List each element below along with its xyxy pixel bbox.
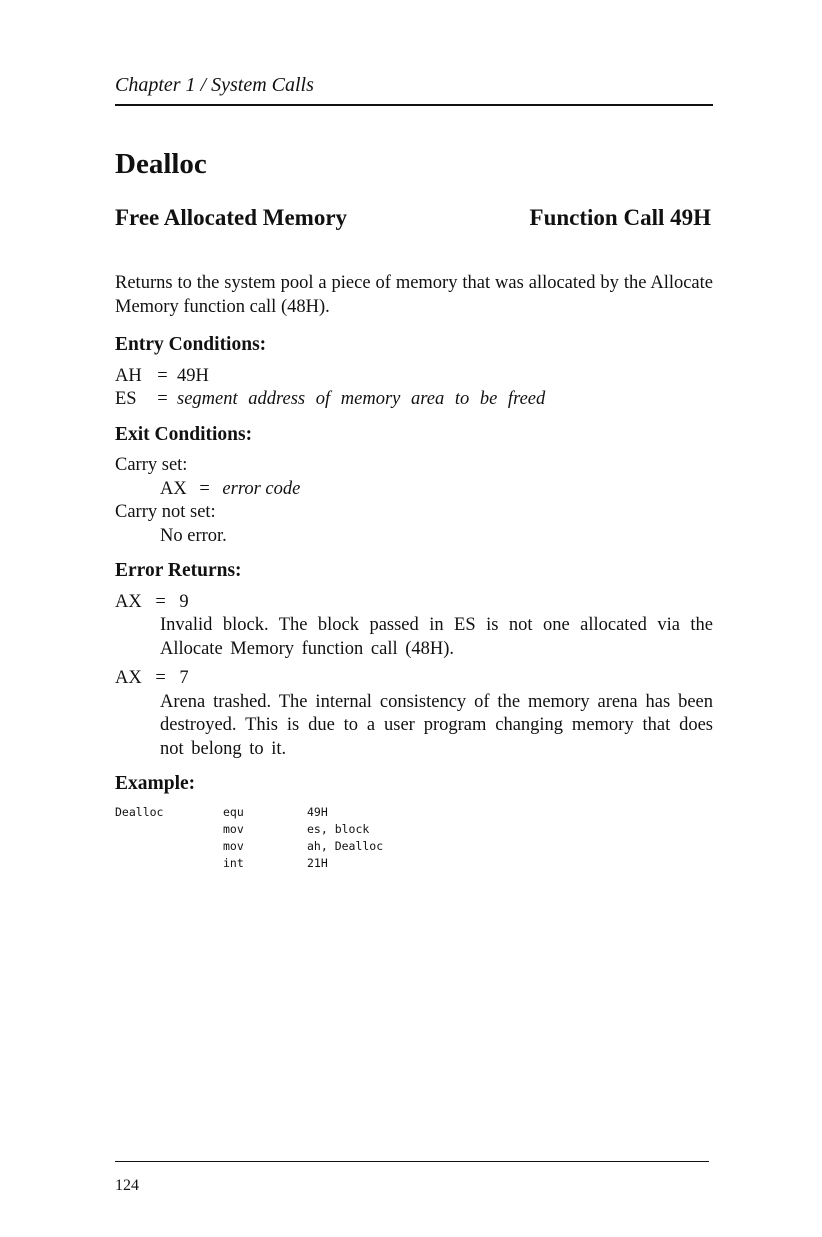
equals-sign: = [155,668,166,688]
equals-sign: = [157,365,168,386]
error-description: Invalid block. The block passed in ES is not one allocated via the Allocate Memory function call (48H). [160,615,713,659]
error-code: 7 [179,668,189,688]
code-operands: 49H [307,804,328,819]
register-name: AX [160,478,187,499]
footer-rule [115,1161,709,1162]
equals-sign: = [199,478,210,499]
code-opcode: equ [223,804,244,819]
code-label [115,838,223,855]
register-name: ES [115,389,137,409]
code-line [115,855,713,872]
code-operands: ah, Dealloc [307,838,384,853]
code-opcode: mov [223,821,244,836]
exit-conditions-heading: Exit Conditions: [115,423,253,445]
function-call-number: Function Call 49H [529,205,711,230]
code-label [115,821,223,838]
body-text [115,272,713,872]
entry-line [115,365,713,389]
register-name: AH [115,365,142,386]
code-line [115,804,713,821]
carry-not-set-value: No error. [160,525,227,546]
code-listing [115,804,713,872]
code-operands: es, block [307,821,370,836]
carry-set-label: Carry set: [115,455,188,475]
register-value: segment address of memory area to be freed [177,389,546,409]
error-code: 9 [179,591,189,612]
example-heading: Example: [115,773,196,794]
header-rule [115,104,713,106]
section-title: Dealloc [115,148,207,180]
register-value: 49H [177,365,209,386]
code-label [115,855,223,872]
code-opcode: mov [223,838,244,853]
error-code-line [115,667,713,691]
entry-line [115,388,713,412]
function-description: Free Allocated Memory [115,205,348,230]
entry-conditions-heading: Entry Conditions: [115,334,267,355]
document-page [115,0,713,1237]
page-number: 124 [115,1177,139,1194]
carry-set-line [115,478,713,502]
equals-sign: = [157,389,168,409]
running-head: Chapter 1 / System Calls [115,74,314,96]
error-description: Arena trashed. The internal consistency of the memory arena has been destroyed. This is due to a user program changing memory that does not belong to it. [160,691,713,759]
carry-not-set-label: Carry not set: [115,502,216,522]
error-code-line [115,591,713,615]
code-line [115,821,713,838]
error-returns-heading: Error Returns: [115,560,242,581]
equals-sign: = [155,591,166,612]
code-line [115,838,713,855]
code-opcode: int [223,855,244,870]
register-value: error code [222,478,301,499]
register-name: AX [115,591,142,612]
code-label: Dealloc [115,804,164,819]
intro-paragraph: Returns to the system pool a piece of memory that was allocated by the Allocate Memory function call (48H). [115,273,713,317]
register-name: AX [115,668,142,688]
code-operands: 21H [307,855,328,870]
